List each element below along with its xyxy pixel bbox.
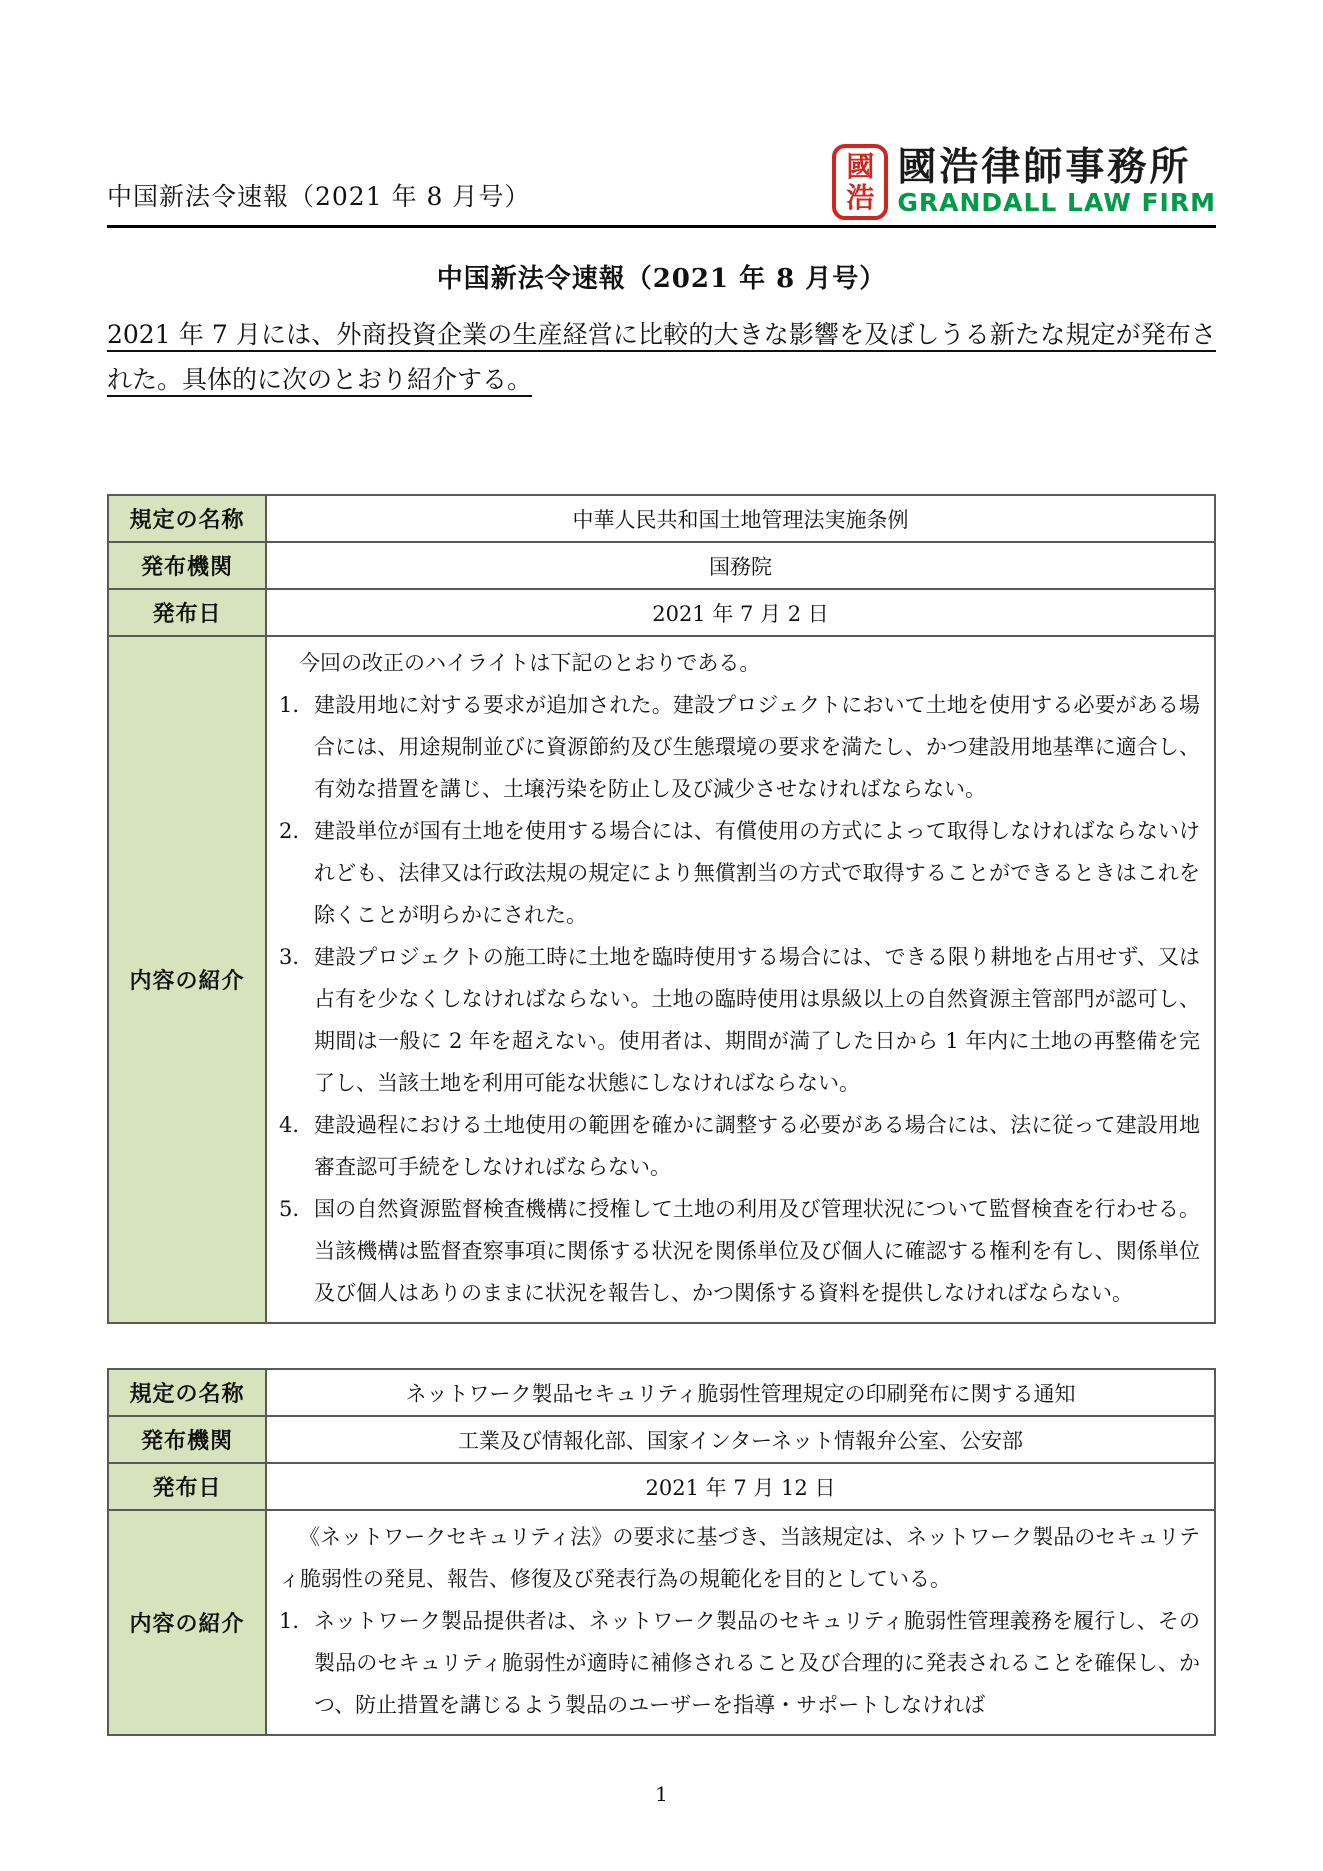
logo-name-en: GRANDALL LAW FIRM bbox=[897, 188, 1216, 218]
list-item-text: 国の自然資源監督検査機構に授権して土地の利用及び管理状況について監督検査を行わせる。当該機構は監督査察事項に関係する状況を関係単位及び個人に確認する権利を有し、関係単位及び個人はありのままに状況を報告し、かつ関係する資料を提供しなければならない。 bbox=[314, 1197, 1200, 1305]
list-item bbox=[279, 1188, 1200, 1314]
grandall-logo bbox=[832, 144, 1216, 220]
list-item-text: 建設単位が国有土地を使用する場合には、有償使用の方式によって取得しなければならないけれども、法律又は行政法規の規定により無償割当の方式で取得することができるときはこれを除くことが明らかにされた。 bbox=[314, 819, 1200, 927]
table-row bbox=[108, 589, 1215, 636]
list-item bbox=[279, 936, 1200, 1104]
list-item bbox=[279, 1104, 1200, 1188]
page-header bbox=[107, 0, 1216, 228]
list-item-text: 建設用地に対する要求が追加された。建設プロジェクトにおいて土地を使用する必要がある場合には、用途規制並びに資源節約及び生態環境の要求を満たし、かつ建設用地基準に適合し、有効な措置を講じ、土壌汚染を防止し及び減少させなければならない。 bbox=[314, 693, 1200, 801]
label-regulation-name: 規定の名称 bbox=[108, 1369, 266, 1416]
intro-paragraph: 2021 年 7 月には、外商投資企業の生産経営に比較的大きな影響を及ぼしうる新たな規定が発布された。具体的に次のとおり紹介する。 bbox=[107, 320, 1216, 394]
regulation-table-1 bbox=[107, 494, 1216, 1324]
label-issuing-agency: 発布機関 bbox=[108, 1416, 266, 1463]
logo-text bbox=[897, 147, 1216, 216]
logo-name-cjk: 國浩律師事務所 bbox=[897, 145, 1192, 191]
list-item-number: 1. bbox=[279, 1609, 300, 1633]
list-item-number: 4. bbox=[279, 1113, 300, 1137]
list-item bbox=[279, 810, 1200, 936]
issue-date-value: 2021 年 7 月 2 日 bbox=[266, 589, 1215, 636]
table-row bbox=[108, 1510, 1215, 1735]
label-regulation-name: 規定の名称 bbox=[108, 495, 266, 542]
list-item-number: 1. bbox=[279, 693, 300, 717]
issuing-agency-value: 国務院 bbox=[266, 542, 1215, 589]
content-intro-line: 《ネットワークセキュリティ法》の要求に基づき、当該規定は、ネットワーク製品のセキュリティ脆弱性の発見、報告、修復及び発表行為の規範化を目的としている。 bbox=[279, 1525, 1200, 1591]
content-cell bbox=[266, 636, 1215, 1323]
table-row bbox=[108, 1416, 1215, 1463]
page-number: 1 bbox=[655, 1782, 668, 1806]
table-row bbox=[108, 636, 1215, 1323]
list-item-number: 3. bbox=[279, 945, 300, 969]
list-item-text: 建設過程における土地使用の範囲を確かに調整する必要がある場合には、法に従って建設用地審査認可手続をしなければならない。 bbox=[314, 1113, 1200, 1179]
regulation-table-2 bbox=[107, 1368, 1216, 1736]
header-running-title: 中国新法令速報（2021 年 8 月号） bbox=[107, 182, 531, 211]
seal-char-bottom: 浩 bbox=[846, 181, 875, 214]
content-intro-line: 今回の改正のハイライトは下記のとおりである。 bbox=[299, 651, 761, 675]
table-row bbox=[108, 1369, 1215, 1416]
table-row bbox=[108, 495, 1215, 542]
label-content-intro: 内容の紹介 bbox=[108, 1510, 266, 1735]
seal-char-top: 國 bbox=[846, 149, 875, 183]
grandall-seal-icon bbox=[832, 144, 888, 220]
label-issue-date: 発布日 bbox=[108, 1463, 266, 1510]
label-issuing-agency: 発布機関 bbox=[108, 542, 266, 589]
list-item-text: ネットワーク製品提供者は、ネットワーク製品のセキュリティ脆弱性管理義務を履行し、その製品のセキュリティ脆弱性が適時に補修されること及び合理的に発表されることを確保し、かつ、防止措置を講じるよう製品のユーザーを指導・サポートしなければ bbox=[314, 1609, 1200, 1717]
regulation-name-value: ネットワーク製品セキュリティ脆弱性管理規定の印刷発布に関する通知 bbox=[266, 1369, 1215, 1416]
list-item-number: 2. bbox=[279, 819, 300, 843]
issuing-agency-value: 工業及び情報化部、国家インターネット情報弁公室、公安部 bbox=[266, 1416, 1215, 1463]
list-item bbox=[279, 684, 1200, 810]
label-content-intro: 内容の紹介 bbox=[108, 636, 266, 1323]
list-item-text: 建設プロジェクトの施工時に土地を臨時使用する場合には、できる限り耕地を占用せず、又は占有を少なくしなければならない。土地の臨時使用は県級以上の自然資源主管部門が認可し、期間は一般に 2 年を超えない。使用者は、期間が満了した日から 1 年内に土地の再整備を完了し、当該土地を利用可能な状態にしなければならない。 bbox=[314, 945, 1200, 1095]
issue-date-value: 2021 年 7 月 12 日 bbox=[266, 1463, 1215, 1510]
table-row bbox=[108, 542, 1215, 589]
regulation-name-value: 中華人民共和国土地管理法実施条例 bbox=[266, 495, 1215, 542]
page-title: 中国新法令速報（2021 年 8 月号） bbox=[436, 264, 887, 294]
content-cell bbox=[266, 1510, 1215, 1735]
list-item bbox=[279, 1600, 1200, 1726]
label-issue-date: 発布日 bbox=[108, 589, 266, 636]
table-row bbox=[108, 1463, 1215, 1510]
list-item-number: 5. bbox=[279, 1197, 300, 1221]
